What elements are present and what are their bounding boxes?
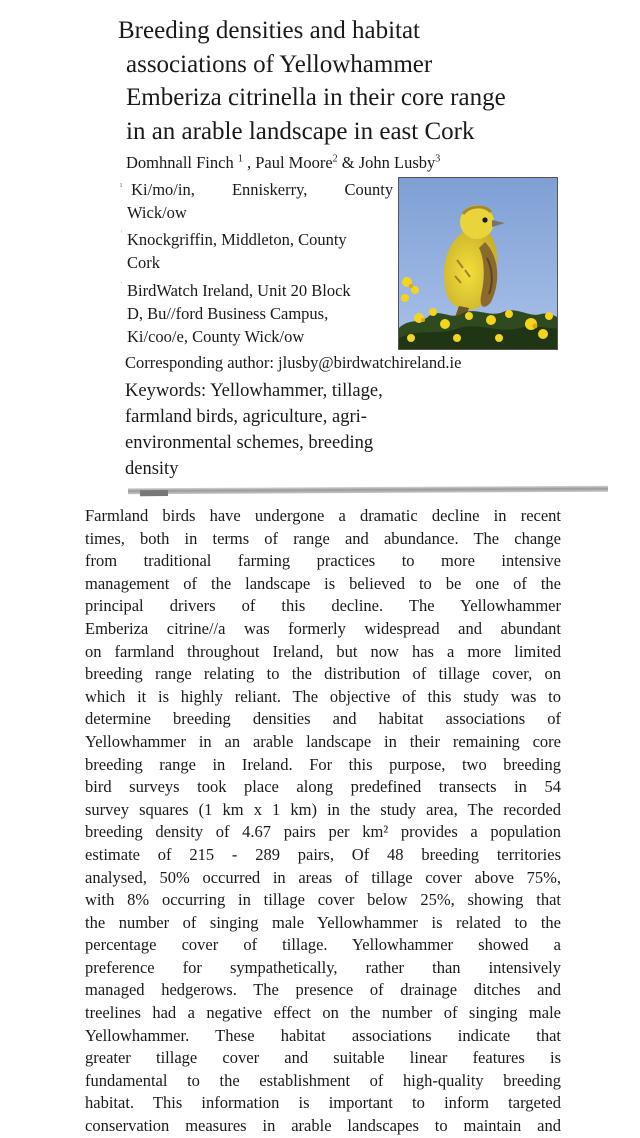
- abstract-line: fundamental to the establishment of high-quality breeding: [85, 1070, 561, 1090]
- affiliation-line: D, Bu//ford Business Campus,: [127, 304, 329, 323]
- affiliation-line: Knockgriffin, Middleton, County: [127, 230, 347, 249]
- abstract-line: breeding range in Ireland. For this purpose, two breeding: [85, 754, 561, 774]
- affiliation-mark: 3: [435, 153, 441, 165]
- keywords-line: farmland birds, agriculture, agri-: [125, 407, 367, 427]
- abstract-line: estimate of 215 - 289 pairs, Of 48 breeding territories: [85, 844, 561, 864]
- abstract-line: with 8% occurring in tillage cover below 25%, showing that: [85, 890, 561, 910]
- abstract-line: treelines had a negative effect on the number of singing male: [85, 1003, 561, 1023]
- affiliation-line: Wick/ow: [127, 203, 187, 222]
- affiliation-word: Ki/mo/in,: [131, 180, 195, 199]
- title-line: Breeding densities and habitat: [118, 17, 421, 44]
- affiliation-word: Enniskerry,: [231, 180, 308, 199]
- affiliation-marker: ʾ: [120, 230, 123, 239]
- affiliation-line: Cork: [127, 253, 160, 272]
- author-name: , Paul Moore: [246, 153, 333, 172]
- abstract-line: Yellowhammer. These habitat associations indicate that: [85, 1025, 561, 1045]
- affiliation-marker: ı: [120, 180, 123, 189]
- affiliation-3: [120, 279, 351, 348]
- affiliation-mark: 2: [332, 153, 338, 165]
- abstract-line: survey squares (1 km x 1 km) in the study area, The recorded: [85, 799, 561, 819]
- author-name: Domhnall Finch: [126, 153, 234, 172]
- abstract-line: Emberiza citrine//a was formerly widespread and abundant: [85, 618, 561, 638]
- title-line: in an arable landscape in east Cork: [126, 117, 475, 145]
- section-divider: [128, 486, 608, 495]
- abstract-line: breeding density of 4.67 pairs per km² provides a population: [85, 822, 561, 842]
- affiliation-line: Ki/coo/e, County Wick/ow: [127, 327, 305, 346]
- title-line: associations of Yellowhammer: [126, 50, 433, 78]
- affiliation-line: BirdWatch Ireland, Unit 20 Block: [127, 281, 351, 300]
- abstract-line: the number of singing male Yellowhammer is related to the: [85, 912, 561, 932]
- abstract-line: times, both in terms of range and abundance. The change: [85, 528, 561, 548]
- keywords-line: environmental schemes, breeding: [125, 433, 374, 453]
- abstract-line: management of the landscape is believed to be one of the: [85, 573, 561, 593]
- yellowhammer-photo: [398, 177, 558, 350]
- abstract-line: preference for sympathetically, rather than intensively: [85, 957, 561, 977]
- corresponding-author: Corresponding author: jlusby@birdwatchireland.ie: [125, 353, 462, 372]
- abstract-line: greater tillage cover and suitable linear features is: [85, 1048, 561, 1068]
- author-name: & John Lusby: [341, 153, 436, 172]
- affiliation-2: [120, 228, 347, 274]
- abstract: [85, 505, 561, 1138]
- abstract-line: managed hedgerows. The presence of drainage ditches and: [85, 980, 561, 1000]
- abstract-line: which it is highly reliant. The objective of this study was to: [85, 686, 561, 706]
- abstract-line: bird surveys took place along predefined transects in 54: [85, 777, 561, 797]
- affiliation-1: [120, 178, 393, 224]
- abstract-line: on farmland throughout Ireland, but now has a more limited: [85, 641, 561, 661]
- author-list: [126, 153, 526, 173]
- affiliation-mark: 1: [237, 153, 243, 165]
- abstract-line: analysed, 50% occurred in areas of tillage cover above 75%,: [85, 867, 561, 887]
- abstract-line: percentage cover of tillage. Yellowhammer showed a: [85, 935, 561, 955]
- affiliation-word: County: [344, 180, 394, 199]
- abstract-line: habitat. This information is important to inform targeted: [85, 1093, 561, 1113]
- keywords-line: density: [125, 459, 179, 479]
- title-line: Emberiza citrinella in their core range: [126, 84, 506, 111]
- abstract-line: Farmland birds have undergone a dramatic decline in recent: [85, 506, 561, 525]
- abstract-line: Yellowhammer in an arable landscape in their remaining core: [85, 731, 561, 751]
- keywords-line: Keywords: Yellowhammer, tillage,: [125, 381, 383, 401]
- abstract-line: from traditional farming practices to more intensive: [85, 551, 561, 571]
- affiliation-marker: ʾ: [120, 281, 123, 290]
- abstract-line: principal drivers of this decline. The Yellowhammer: [85, 596, 561, 616]
- keywords: [125, 378, 383, 482]
- affiliation-line: [131, 178, 393, 201]
- abstract-line: determine breeding densities and habitat associations of: [85, 709, 561, 729]
- abstract-line: breeding range relating to the distribution of tillage cover, on: [85, 664, 561, 684]
- abstract-line: conservation measures in arable landscapes to maintain and: [85, 1116, 561, 1136]
- paper-title: [118, 14, 588, 148]
